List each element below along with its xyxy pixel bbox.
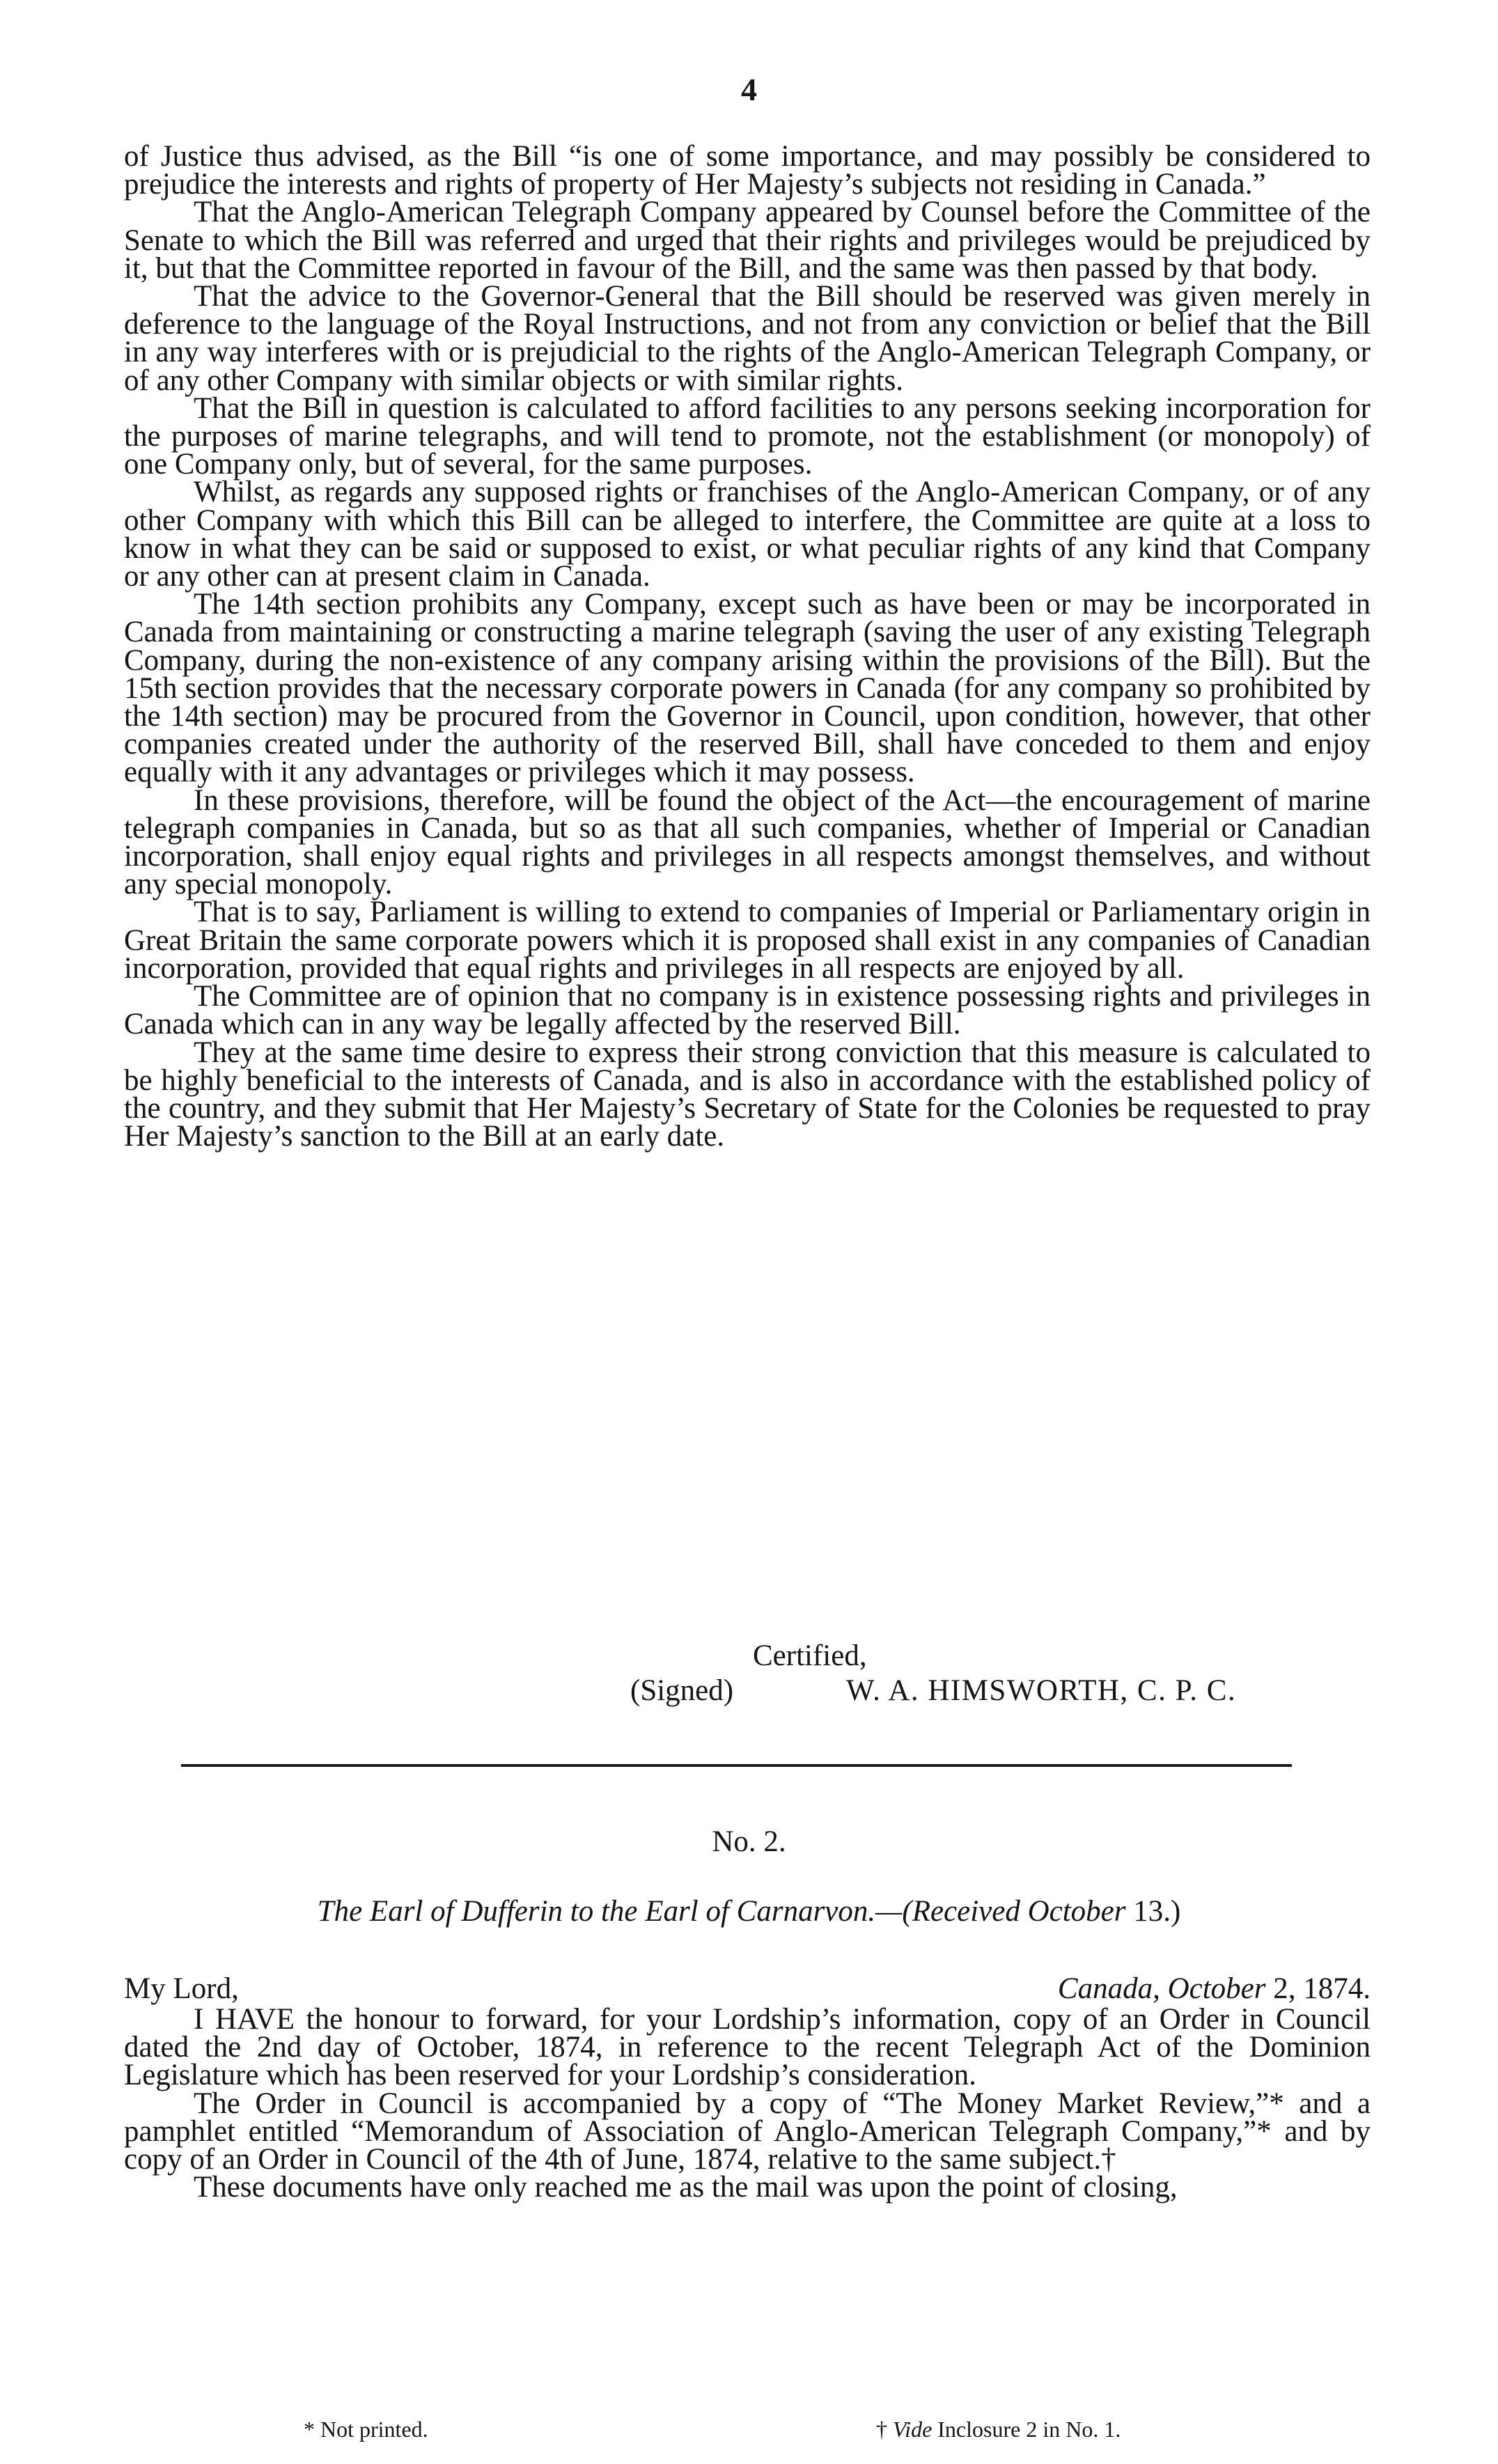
letter-paragraph-mail: These documents have only reached me as the mail was upon the point of closing, <box>194 2171 1178 2204</box>
document-number: No. 2. <box>712 1825 786 1858</box>
footnote-vide-word: Vide <box>893 2417 933 2442</box>
letter-body <box>124 2003 1371 2204</box>
paragraph-strong-conviction: They at the same time desire to express their strong conviction that this measure is calculated to be highly beneficial to the interests of Canada, and is also in accordance with the established policy of the country, and they submit that Her Majesty’s Secretary of State for the Colonies be requested to pray Her Majesty’s sanction to the Bill at an early date. <box>124 1036 1371 1153</box>
letter-heading-day: 13.) <box>1133 1895 1181 1928</box>
signed-label: (Signed) <box>630 1674 734 1707</box>
section-divider <box>181 1764 1292 1767</box>
paragraph-bill-facilities: That the Bill in question is calculated to afford facilities to any persons seeking incorporation for the purposes of marine telegraphs, and will tend to promote, not the establishment (or monopoly) of one Company only, but of several, for the same purposes. <box>124 391 1371 481</box>
paragraph-supposed-rights: Whilst, as regards any supposed rights or franchises of the Anglo-American Company, or of any other Company with which this Bill can be alleged to interfere, the Committee are quite at a loss to know in what they can be said or supposed to exist, or what peculiar rights of any kind that Company or any other can at present claim in Canada. <box>124 476 1371 593</box>
signer-name: W. A. HIMSWORTH, C. P. C. <box>846 1674 1237 1707</box>
paragraph-sections-14-15: The 14th section prohibits any Company, except such as have been or may be incorporated in Canada from maintaining or constructing a marine telegraph (saving the user of any existing Telegraph Company, during the non-existence of any company arising within the provisions of the Bill). But the 15th section provides that the necessary corporate powers in Canada (for any company so prohibited by the 14th section) may be procured from the Governor in Council, upon condition, however, that other companies created under the authority of the reserved Bill, shall have conceded to them and enjoy equally with it any advantages or privileges which it may possess. <box>124 588 1371 789</box>
footnote-vide <box>876 2417 1121 2442</box>
paragraph-continuation: of Justice thus advised, as the Bill “is one of some importance, and may possibly be considered to prejudice the interests and rights of property of Her Majesty’s subjects not residing in Canada.” <box>124 140 1371 201</box>
letter-date <box>1058 1974 1371 2004</box>
paragraph-parliament-willing: That is to say, Parliament is willing to extend to companies of Imperial or Parliamentary origin in Great Britain the same corporate powers which it is proposed shall exist in any companies of Canadian incorporation, provided that equal rights and privileges in all respects are enjoyed by all. <box>124 896 1371 985</box>
footnote-dagger: † <box>876 2417 887 2442</box>
signature-block <box>124 1640 1371 1707</box>
letter-date-day: 2, 1874. <box>1273 1972 1371 2005</box>
paragraph-counsel-appearance: That the Anglo-American Telegraph Company appeared by Counsel before the Committee of the Senate to which the Bill was referred and urged that their rights and privileges would be prejudiced by it, but that the Committee reported in favour of the Bill, and the same was then passed by that body. <box>124 196 1371 285</box>
page-number: 4 <box>741 72 757 107</box>
salutation: My Lord, <box>124 1972 239 2005</box>
report-body <box>124 140 1371 1153</box>
salutation-row <box>124 1974 1371 2004</box>
certified-label: Certified, <box>753 1639 867 1672</box>
paragraph-committee-opinion: The Committee are of opinion that no company is in existence possessing rights and privileges in Canada which can in any way be legally affected by the reserved Bill. <box>124 980 1371 1041</box>
footnote-enclosure: Inclosure 2 in No. 1. <box>937 2417 1121 2442</box>
footnote-not-printed: * Not printed. <box>304 2417 428 2442</box>
letter-heading-text: The Earl of Dufferin to the Earl of Carnarvon.—(Received October <box>317 1895 1126 1928</box>
letter-date-place: Canada, October <box>1057 1972 1266 2005</box>
letter-paragraph-accompanied: The Order in Council is accompanied by a copy of “The Money Market Review,”* and a pamphlet entitled “Memorandum of Association of Anglo-American Telegraph Company,”* and by copy of an Order in Council of the 4th of June, 1874, relative to the same subject.† <box>124 2087 1371 2176</box>
letter-paragraph-forward: I HAVE the honour to forward, for your Lordship’s information, copy of an Order in Council dated the 2nd day of October, 1874, in reference to the recent Telegraph Act of the Dominion Legislature which has been reserved for your Lordship’s consideration. <box>124 2003 1371 2092</box>
paragraph-object-of-act: In these provisions, therefore, will be found the object of the Act—the encouragement of marine telegraph companies in Canada, but so as that all such companies, whether of Imperial or Canadian incorporation, shall enjoy equal rights and privileges in all respects amongst themselves, and without any special monopoly. <box>124 783 1371 901</box>
paragraph-reservation-advice: That the advice to the Governor-General that the Bill should be reserved was given merely in deference to the language of the Royal Instructions, and not from any conviction or belief that the Bill in any way interferes with or is prejudicial to the rights of the Anglo-American Telegraph Company, or of any other Company with similar objects or with similar rights. <box>124 280 1371 397</box>
letter-heading <box>0 1894 1498 1928</box>
signed-line <box>124 1675 1371 1707</box>
